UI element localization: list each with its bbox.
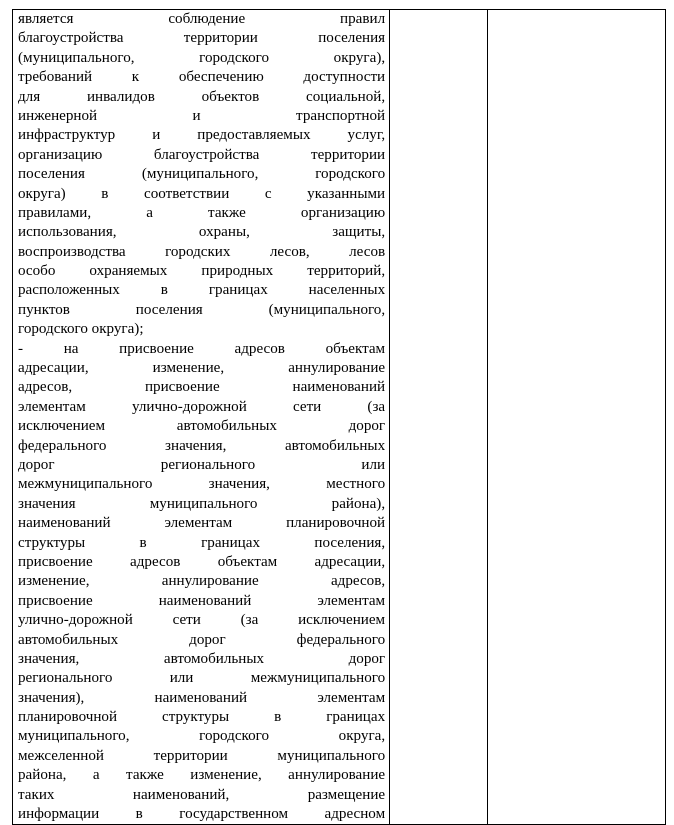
text-line: воспроизводства городских лесов, лесов — [18, 243, 386, 260]
text-line: использования, охраны, защиты, — [18, 224, 386, 241]
text-line: дорог регионального или — [18, 456, 386, 473]
text-line: адресов, присвоение наименований — [18, 379, 386, 396]
text-line: требований к обеспечению доступности — [18, 69, 386, 86]
text-line: благоустройства территории поселения — [18, 30, 386, 47]
text-line: пунктов поселения (муниципального, — [18, 301, 386, 318]
text-line: (муниципального, городского округа), — [18, 49, 386, 66]
table-row — [13, 10, 666, 825]
text-line: адресации, изменение, аннулирование — [18, 360, 386, 377]
text-line: для инвалидов объектов социальной, — [18, 88, 386, 105]
text-line: организацию благоустройства территории — [18, 146, 386, 163]
text-line: значения муниципального района), — [18, 495, 386, 512]
text-line: является соблюдение правил — [18, 11, 386, 27]
text-line: расположенных в границах населенных — [18, 282, 386, 299]
text-line: городского округа); — [18, 321, 144, 338]
text-line: муниципального, городского округа, — [18, 728, 386, 745]
text-line: округа) в соответствии с указанными — [18, 185, 386, 202]
text-line: инженерной и транспортной — [18, 107, 386, 124]
text-line: информации в государственном адресном — [18, 806, 386, 823]
text-line: улично-дорожной сети (за исключением — [18, 612, 386, 629]
text-line: регионального или межмуниципального — [18, 670, 386, 687]
text-line: структуры в границах поселения, — [18, 534, 386, 551]
text-line: присвоение наименований элементам — [18, 592, 386, 609]
text-line: присвоение адресов объектам адресации, — [18, 553, 386, 570]
text-line: правилами, а также организацию — [18, 204, 386, 221]
table-cell-text — [13, 10, 390, 825]
text-line: федерального значения, автомобильных — [18, 437, 386, 454]
text-line: - на присвоение адресов объектам — [18, 340, 386, 357]
text-line: планировочной структуры в границах — [18, 709, 386, 726]
text-line: межмуниципального значения, местного — [18, 476, 386, 493]
text-line: исключением автомобильных дорог — [18, 418, 386, 435]
text-line: наименований элементам планировочной — [18, 515, 386, 532]
document-table — [12, 9, 666, 825]
text-line: района, а также изменение, аннулирование — [18, 767, 386, 784]
text-line: значения, автомобильных дорог — [18, 650, 386, 667]
text-line: таких наименований, размещение — [18, 786, 386, 803]
text-line: инфраструктур и предоставляемых услуг, — [18, 127, 386, 144]
cell-paragraph — [13, 8, 389, 824]
text-line: автомобильных дорог федерального — [18, 631, 386, 648]
text-line: особо охраняемых природных территорий, — [18, 263, 386, 280]
text-line: значения), наименований элементам — [18, 689, 386, 706]
text-line: межселенной территории муниципального — [18, 747, 386, 764]
table-cell-empty — [390, 10, 488, 825]
table-cell-empty — [487, 10, 665, 825]
text-line: элементам улично-дорожной сети (за — [18, 398, 386, 415]
text-line: изменение, аннулирование адресов, — [18, 573, 386, 590]
text-line: поселения (муниципального, городского — [18, 166, 386, 183]
